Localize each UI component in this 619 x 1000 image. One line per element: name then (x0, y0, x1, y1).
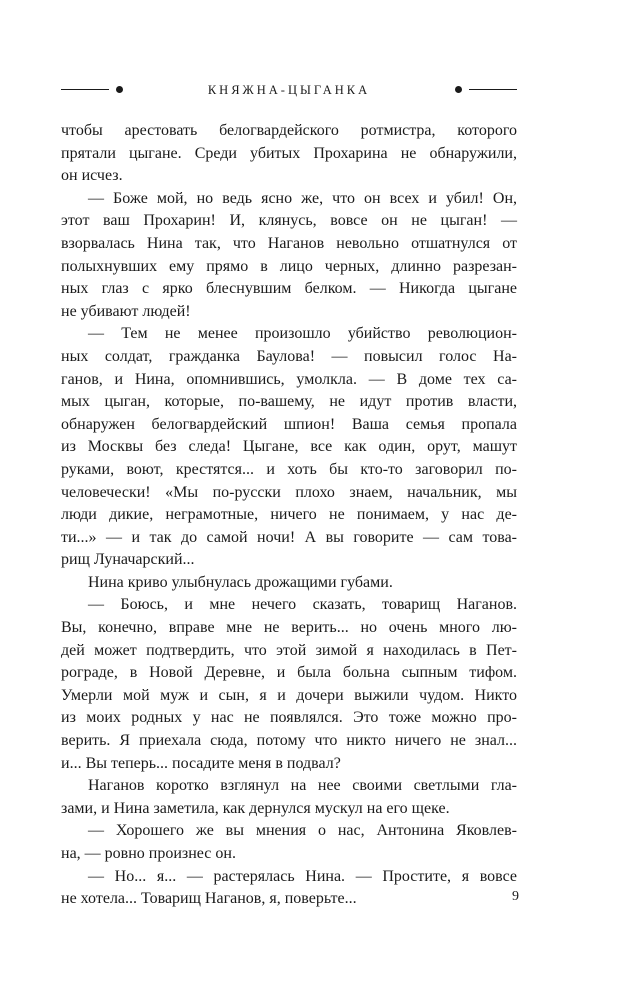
text-line: рищ Луначарский... (61, 551, 195, 569)
text-line: не убивают людей! (61, 302, 191, 320)
text-line: Умерли мой муж и сын, я и дочери выжили чудом. Никто (61, 686, 517, 704)
page-number: 9 (512, 889, 519, 904)
text-line: верить. Я приехала сюда, потому что никто ничего не знал... (61, 732, 517, 750)
text-line: — Но... я... — растерялась Нина. — Простите, я вовсе (88, 867, 517, 885)
text-line: — Тем не менее произошло убийство революцион- (88, 325, 517, 343)
text-line: Вы, конечно, вправе мне не верить... но очень много лю- (61, 619, 517, 637)
text-line: — Боюсь, и мне нечего сказать, товарищ Наганов. (88, 596, 517, 614)
text-line: из моих родных у нас не появлялся. Это тоже можно про- (61, 709, 517, 727)
text-line: — Боже мой, но ведь ясно же, что он всех и убил! Он, (88, 189, 517, 207)
text-line: зами, и Нина заметила, как дернулся мускул на его щеке. (61, 799, 450, 817)
text-line: человечески! «Мы по-русски плохо знаем, начальник, мы (61, 483, 517, 501)
text-line: рограде, в Новой Деревне, и была больна сыпным тифом. (61, 664, 517, 682)
text-line: дей может подтвердить, что этой зимой я находилась в Пет- (61, 641, 517, 659)
text-line: этот ваш Прохарин! И, клянусь, вовсе он не цыган! — (61, 212, 517, 230)
header-dot-right-icon (455, 86, 462, 93)
text-line: на, — ровно произнес он. (61, 845, 236, 862)
running-header (61, 80, 517, 100)
text-line: взорвалась Нина так, что Наганов невольно отшатнулся от (61, 234, 517, 252)
text-line: он исчез. (61, 167, 123, 185)
text-line: и... Вы теперь... посадите меня в подвал? (61, 754, 341, 772)
text-line: Наганов коротко взглянул на нее своими светлыми гла- (88, 777, 517, 795)
text-line: ти...» — и так до самой ночи! А вы говорите — сам това- (61, 528, 517, 546)
text-line: — Хорошего же вы мнения о нас, Антонина Яковлев- (88, 822, 517, 840)
running-title: КНЯЖНА-ЦЫГАНКА (207, 83, 371, 97)
text-line: обнаружен белогвардейский шпион! Ваша семья пропала (61, 415, 517, 433)
body-text (61, 120, 517, 911)
header-rule-right (469, 89, 517, 90)
text-line: чтобы арестовать белогвардейского ротмистра, которого (61, 122, 517, 139)
text-line: мых цыган, которые, по-вашему, не идут против власти, (61, 393, 517, 411)
text-line: ганов, и Нина, опомнившись, умолкла. — В доме тех са- (61, 370, 517, 388)
text-line: из Москвы без следа! Цыгане, все как один, орут, машут (61, 438, 517, 456)
text-line: прятали цыгане. Среди убитых Прохарина не обнаружили, (61, 144, 517, 162)
text-line: не хотела... Товарищ Наганов, я, поверьте... (61, 890, 357, 908)
text-line: полыхнувших ему прямо в лицо черных, длинно разрезан- (61, 257, 517, 275)
text-line: люди дикие, неграмотные, ничего не понимаем, у нас де- (61, 506, 517, 524)
text-line: Нина криво улыбнулась дрожащими губами. (88, 573, 393, 591)
text-line: руками, воют, крестятся... и хоть бы кто-то заговорил по- (61, 460, 517, 478)
text-line: ных солдат, гражданка Баулова! — повысил голос На- (61, 347, 517, 365)
text-line: ных глаз с ярко блеснувшим белком. — Никогда цыгане (61, 280, 517, 298)
